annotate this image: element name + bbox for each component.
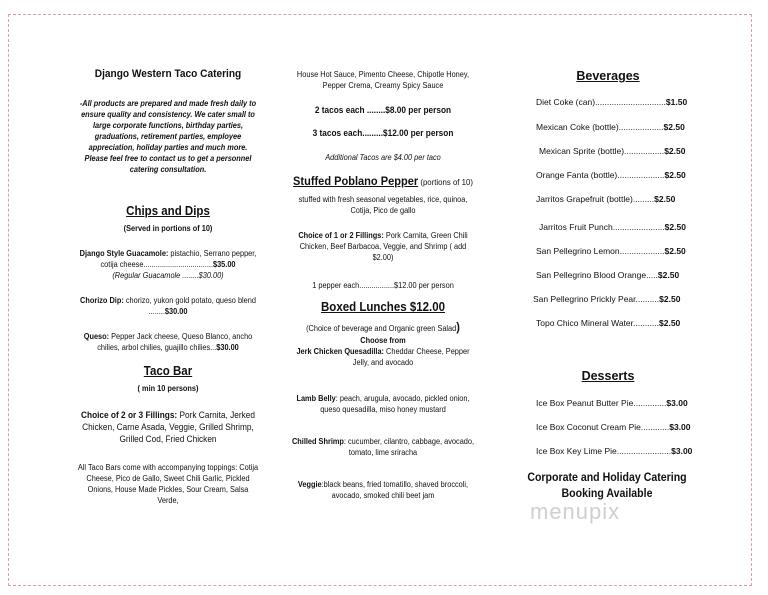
beverage-row bbox=[539, 146, 685, 156]
corporate-catering-note: Corporate and Holiday Catering Booking Available bbox=[527, 472, 687, 500]
dessert-name: Ice Box Peanut Butter Pie bbox=[536, 398, 634, 408]
guacamole-dots: .................................. bbox=[143, 260, 213, 269]
boxed-note: (Choice of beverage and Organic green Salad bbox=[306, 324, 457, 333]
boxed-title: Boxed Lunches $12.00 bbox=[321, 300, 445, 314]
dessert-dots: ....................... bbox=[616, 446, 672, 456]
beverage-price: $1.50 bbox=[665, 97, 688, 107]
beverage-row bbox=[536, 246, 686, 256]
beverage-row bbox=[536, 318, 680, 328]
beverage-name: San Pellegrino Prickly Pear bbox=[533, 294, 636, 304]
poblano-heading bbox=[291, 176, 475, 188]
beverage-price: $2.50 bbox=[659, 294, 681, 304]
beverages-heading bbox=[508, 69, 708, 83]
pepper-price: 1 pepper each.................$12.00 per person bbox=[312, 281, 454, 290]
guacamole-desc: pistachio, Serrano pepper, cotija cheese bbox=[100, 249, 257, 269]
dessert-dots: ............ bbox=[640, 422, 670, 432]
veggie-item bbox=[291, 479, 475, 501]
two-tacos-price: 2 tacos each ........$8.00 per person bbox=[314, 105, 452, 115]
beverage-name: Mexican Sprite (bottle) bbox=[539, 146, 625, 156]
chorizo-name: Chorizo Dip: bbox=[80, 296, 124, 305]
queso-desc: Pepper Jack cheese, Queso Blanco, ancho chilies, arbol chilies, guajillo chilies... bbox=[97, 332, 253, 352]
beverage-name: San Pellegrino Blood Orange bbox=[536, 270, 647, 280]
queso-price: $30.00 bbox=[216, 343, 239, 352]
queso-name: Queso: bbox=[83, 332, 110, 341]
veggie-desc: :black beans, fried tomatillo, shaved broccoli, avocado, smoked chili beet jam bbox=[321, 480, 469, 500]
menupix-watermark: menupix bbox=[530, 499, 621, 524]
beverage-dots: .............................. bbox=[595, 97, 666, 107]
beverage-price: $2.50 bbox=[664, 146, 686, 156]
chilled-shrimp-desc: : cucumber, cilantro, cabbage, avocado, tomato, lime sriracha bbox=[343, 437, 475, 457]
beverage-name: Topo Chico Mineral Water bbox=[536, 318, 634, 328]
beverage-row bbox=[539, 222, 686, 232]
boxed-note-paren: ) bbox=[456, 320, 460, 334]
beverage-name: San Pellegrino Lemon bbox=[536, 246, 620, 256]
beverage-price: $2.50 bbox=[664, 222, 686, 232]
regular-guacamole: (Regular Guacamole ........$30.00) bbox=[112, 271, 224, 280]
boxed-note-line bbox=[291, 322, 475, 334]
three-tacos-price: 3 tacos each.........$12.00 per person bbox=[312, 128, 454, 138]
beverage-dots: ................... bbox=[618, 122, 664, 132]
chorizo-item bbox=[76, 295, 260, 317]
beverage-dots: ........... bbox=[633, 318, 659, 328]
beverage-dots: ......... bbox=[632, 194, 655, 204]
dessert-name: Ice Box Coconut Cream Pie bbox=[536, 422, 641, 432]
taco-fillings-label: Choice of 2 or 3 Fillings: bbox=[81, 410, 178, 420]
dessert-row bbox=[536, 422, 691, 432]
chilled-shrimp-name: Chilled Shrimp bbox=[291, 437, 344, 446]
beverage-row bbox=[533, 294, 680, 304]
choose-from: Choose from bbox=[360, 336, 406, 345]
guacamole-price: $35.00 bbox=[212, 260, 236, 269]
beverage-row bbox=[536, 97, 687, 107]
beverage-row bbox=[536, 170, 686, 180]
chips-title: Chips and Dips bbox=[126, 204, 210, 218]
additional-tacos: Additional Tacos are $4.00 per taco bbox=[325, 153, 441, 162]
dessert-row bbox=[536, 446, 692, 456]
poblano-desc: stuffed with fresh seasonal vegetables, rice, quinoa, Cotija, Pico de gallo bbox=[298, 195, 468, 215]
beverage-dots: ...................... bbox=[612, 222, 665, 232]
guacamole-name: Django Style Guacamole: bbox=[79, 249, 169, 258]
dessert-name: Ice Box Key Lime Pie bbox=[536, 446, 617, 456]
beverage-name: Jarritos Grapefruit (bottle) bbox=[536, 194, 633, 204]
dessert-price: $3.00 bbox=[666, 398, 688, 408]
beverage-dots: ..... bbox=[646, 270, 658, 280]
dessert-price: $3.00 bbox=[671, 446, 693, 456]
beverage-price: $2.50 bbox=[664, 170, 686, 180]
poblano-title: Stuffed Poblano Pepper bbox=[293, 174, 419, 188]
chorizo-price: $30.00 bbox=[164, 307, 188, 316]
beverage-name: Mexican Coke (bottle) bbox=[536, 122, 619, 132]
jerk-chicken-item bbox=[291, 346, 475, 368]
dessert-row bbox=[536, 398, 688, 408]
beverage-price: $2.50 bbox=[664, 246, 686, 256]
poblano-fillings-desc: Pork Carnita, Green Chili Chicken, Beef Barbacoa, Veggie, and Shrimp ( add $2.00) bbox=[299, 231, 468, 262]
dessert-price: $3.00 bbox=[669, 422, 691, 432]
taco-title: Taco Bar bbox=[143, 364, 193, 378]
queso-item bbox=[76, 331, 260, 353]
beverage-dots: ................... bbox=[619, 246, 665, 256]
veggie-name: Veggie bbox=[297, 480, 322, 489]
jerk-chicken-name: Jerk Chicken Quesadilla: bbox=[296, 347, 385, 356]
taco-subtitle: ( min 10 persons) bbox=[137, 384, 199, 393]
chorizo-desc: chorizo, yukon gold potato, queso blend ........ bbox=[123, 296, 256, 316]
beverages-title: Beverages bbox=[576, 69, 640, 83]
beverage-dots: ................. bbox=[624, 146, 665, 156]
chips-subtitle: (Served in portions of 10) bbox=[123, 224, 213, 233]
beverage-name: Diet Coke (can) bbox=[536, 97, 596, 107]
jerk-chicken-desc: Cheddar Cheese, Pepper Jelly, and avocado bbox=[352, 347, 470, 367]
beverage-dots: .......... bbox=[635, 294, 660, 304]
guacamole-item bbox=[76, 248, 260, 281]
chips-heading bbox=[76, 206, 260, 217]
boxed-heading bbox=[291, 302, 475, 313]
beverage-name: Orange Fanta (bottle) bbox=[536, 170, 618, 180]
taco-fillings-desc: Pork Carnita, Jerked Chicken, Carne Asada, Veggie, Grilled Shrimp, Grilled Cod, Fried Chicken bbox=[82, 410, 255, 444]
desserts-heading bbox=[508, 369, 708, 383]
beverage-price: $2.50 bbox=[654, 194, 676, 204]
lamb-belly-item bbox=[291, 393, 475, 415]
lamb-belly-name: Lamb Belly bbox=[296, 394, 336, 403]
beverage-row bbox=[536, 270, 679, 280]
poblano-fillings-label: Choice of 1 or 2 Fillings: bbox=[298, 231, 384, 240]
taco-fillings bbox=[76, 409, 260, 445]
poblano-fillings bbox=[291, 230, 475, 263]
beverage-price: $2.50 bbox=[663, 122, 685, 132]
beverage-row bbox=[536, 194, 675, 204]
desserts-title: Desserts bbox=[581, 369, 635, 383]
toppings-note: All Taco Bars come with accompanying toppings: Cotija Cheese, Pico de Gallo, Sweet Chili Garlic, Pickled Onions, House Made Pickles, Sour Cream, Salsa Verde, bbox=[77, 463, 259, 505]
taco-heading bbox=[76, 366, 260, 377]
beverage-name: Jarritos Fruit Punch bbox=[539, 222, 613, 232]
beverage-dots: .................... bbox=[617, 170, 665, 180]
chilled-shrimp-item bbox=[291, 436, 475, 458]
menu-title: Django Western Taco Catering bbox=[94, 68, 242, 80]
beverage-price: $2.50 bbox=[659, 318, 681, 328]
dessert-dots: .............. bbox=[633, 398, 667, 408]
poblano-portions: (portions of 10) bbox=[418, 177, 473, 187]
sauces-list: House Hot Sauce, Pimento Cheese, Chipotle Honey, Pepper Crema, Creamy Spicy Sauce bbox=[296, 70, 470, 90]
beverage-price: $2.50 bbox=[657, 270, 680, 280]
beverage-row bbox=[536, 122, 685, 132]
lamb-belly-desc: : peach, arugula, avocado, pickled onion, queso quesadilla, miso honey mustard bbox=[320, 394, 470, 414]
intro-text: -All products are prepared and made fresh daily to ensure quality and consistency. We cater small to large corporate functions, birthday parties, graduations, retirement parties, employee appreciation, holiday parties and much more. Please feel free to contact us to get a personnel catering consultation. bbox=[79, 99, 257, 174]
